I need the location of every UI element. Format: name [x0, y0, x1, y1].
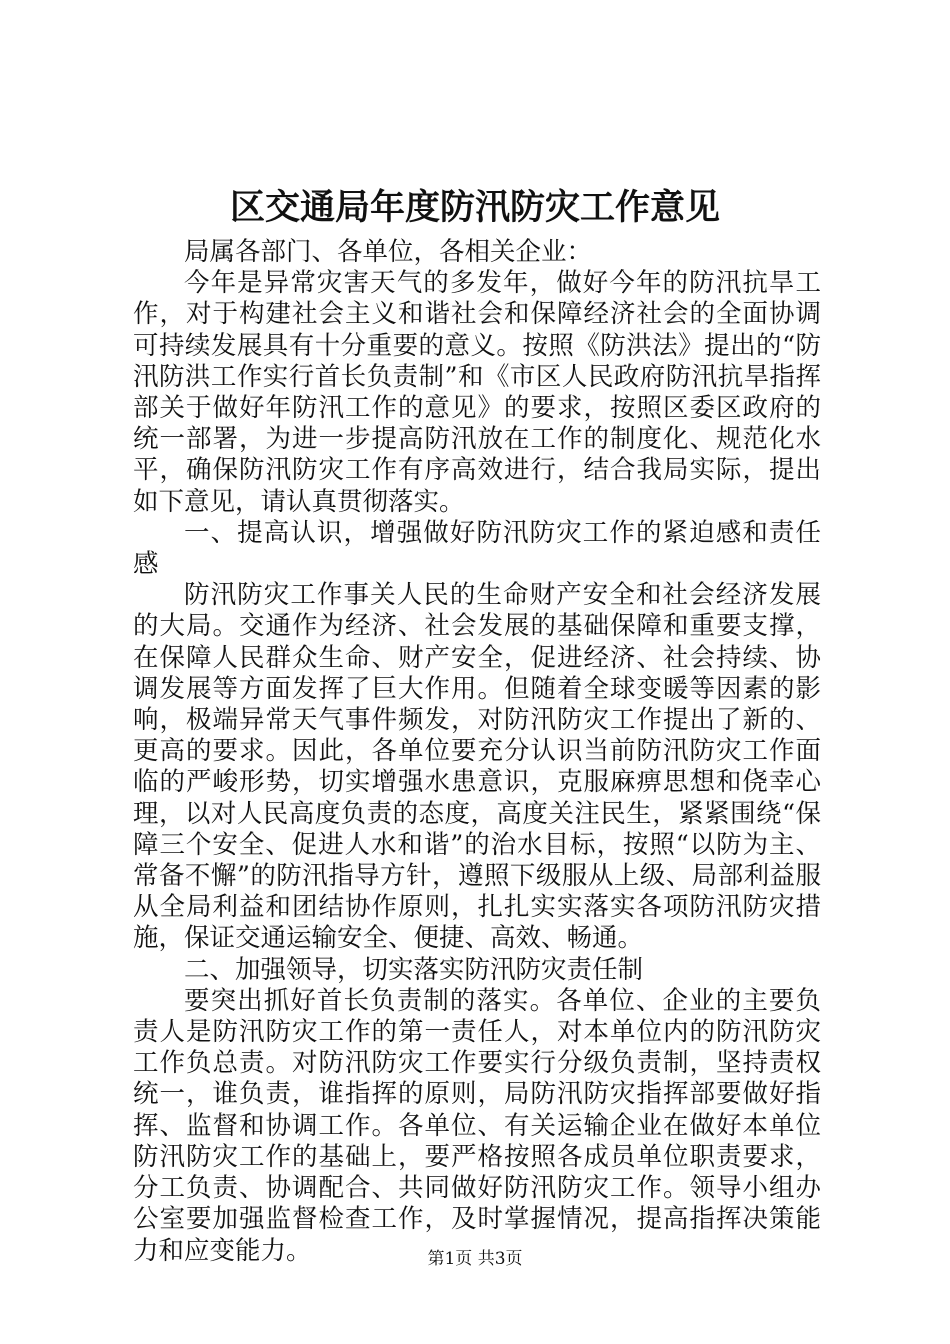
section-heading-1: 一、提高认识，增强做好防汛防灾工作的紧迫感和责任感 — [133, 517, 821, 580]
salutation-paragraph: 局属各部门、各单位，各相关企业： — [184, 237, 593, 267]
intro-paragraph: 今年是异常灾害天气的多发年，做好今年的防汛抗旱工作，对于构建社会主义和谐社会和保障经济社会的全面协调可持续发展具有十分重要的意义。按照《防洪法》提出的“防汛防洪工作实行首长负责制”和《市区人民政府防汛抗旱指挥部关于做好年防汛工作的意见》的要求，按照区委区政府的统一部署，为进一步提高防汛放在工作的制度化、规范化水平，确保防汛防灾工作有序高效进行，结合我局实际，提出如下意见，请认真贯彻落实。 — [133, 268, 821, 517]
section-1-paragraph: 防汛防灾工作事关人民的生命财产安全和社会经济发展的大局。交通作为经济、社会发展的基础保障和重要支撑，在保障人民群众生命、财产安全，促进经济、社会持续、协调发展等方面发挥了巨大作用。但随着全球变暖等因素的影响，极端异常天气事件频发，对防汛防灾工作提出了新的、更高的要求。因此，各单位要充分认识当前防汛防灾工作面临的严峻形势，切实增强水患意识，克服麻痹思想和侥幸心理，以对人民高度负责的态度，高度关注民生，紧紧围绕“保障三个安全、促进人水和谐”的治水目标，按照“以防为主、常备不懈”的防汛指导方针，遵照下级服从上级、局部利益服从全局利益和团结协作原则，扎扎实实落实各项防汛防灾措施，保证交通运输安全、便捷、高效、畅通。 — [133, 580, 821, 954]
page-number-footer: 第1页 共3页 — [427, 1249, 523, 1269]
section-heading-2: 二、加强领导，切实落实防汛防灾责任制 — [184, 954, 644, 985]
section-2-paragraph: 要突出抓好首长负责制的落实。各单位、企业的主要负责人是防汛防灾工作的第一责任人，对本单位内的防汛防灾工作负总责。对防汛防灾工作要实行分级负责制，坚持责权统一，谁负责，谁指挥的原则，局防汛防灾指挥部要做好指挥、监督和协调工作。各单位、有关运输企业在做好本单位防汛防灾工作的基础上，要严格按照各成员单位职责要求，分工负责、协调配合、共同做好防汛防灾工作。领导小组办公室要加强监督检查工作，及时掌握情况，提高指挥决策能力和应变能力。 — [133, 985, 821, 1266]
document-title: 区交通局年度防汛防灾工作意见 — [229, 187, 720, 228]
document-body — [133, 237, 821, 1267]
